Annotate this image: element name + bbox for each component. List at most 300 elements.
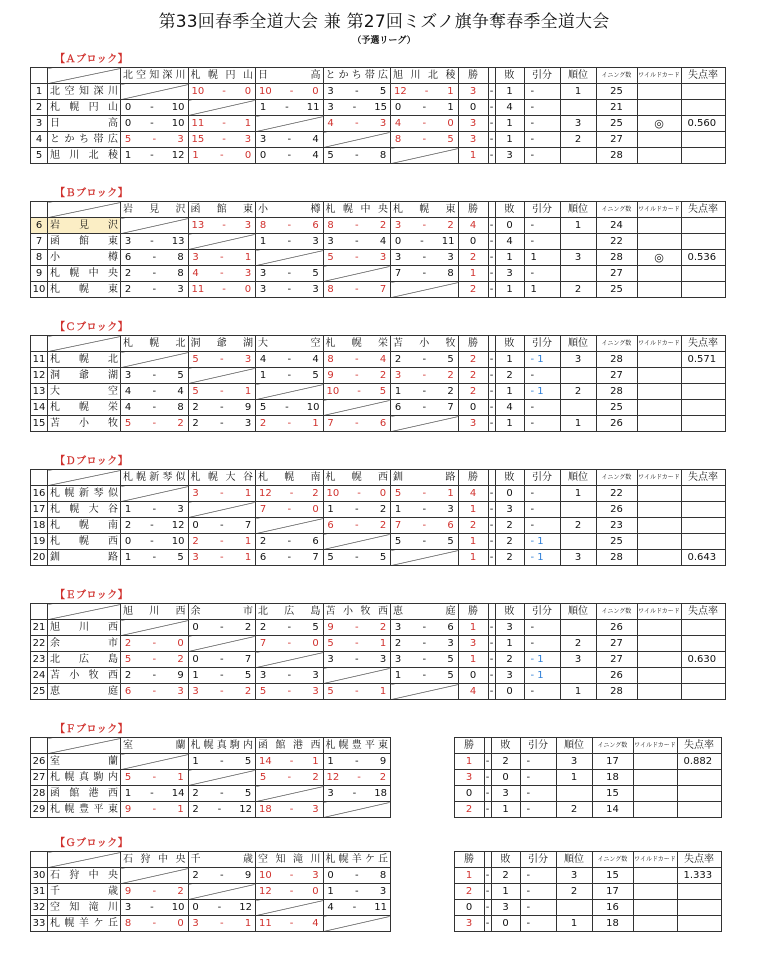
- wins: 1: [458, 148, 488, 164]
- score-pair: [256, 368, 323, 383]
- header-loss: 敗: [495, 68, 524, 84]
- score-dash: -: [222, 86, 226, 97]
- losses: 3: [491, 900, 520, 916]
- match-score: [121, 802, 189, 818]
- self-match-cell: [256, 518, 324, 534]
- score-pair: [121, 652, 188, 667]
- runs-against: 8: [177, 402, 184, 413]
- block-label: 【Ｅブロック】: [55, 590, 129, 601]
- header-team-name: とかち帯広: [323, 68, 391, 84]
- league-table: [30, 851, 722, 932]
- score-pair: [391, 620, 458, 635]
- score-pair: [391, 486, 458, 501]
- self-match-cell: [256, 384, 324, 400]
- team-name: 北空知深川: [48, 84, 121, 100]
- header-corner-cell: [48, 852, 121, 868]
- draws: -: [520, 900, 556, 916]
- score-pair: [324, 100, 391, 115]
- team-number: 1: [31, 84, 48, 100]
- innings: 22: [596, 486, 637, 502]
- self-match-cell: [256, 900, 324, 916]
- team-row: [31, 754, 722, 770]
- score-pair: [189, 668, 256, 683]
- match-score: [323, 770, 391, 786]
- score-dash: -: [152, 886, 157, 897]
- header-corner-cell: [48, 336, 121, 352]
- runs-for: 3: [327, 102, 334, 113]
- score-pair: [391, 502, 458, 517]
- runs-for: 0: [192, 520, 199, 531]
- self-match-cell: [188, 100, 256, 116]
- runs-for: 1: [259, 370, 267, 381]
- header-innings: イニング数: [596, 202, 637, 218]
- win-loss-dash: -: [484, 868, 491, 884]
- wildcard-mark: [633, 770, 677, 786]
- run-rate: [681, 266, 725, 282]
- runs-for: 10: [191, 86, 205, 97]
- wins: 4: [458, 684, 488, 700]
- innings: 14: [592, 802, 633, 818]
- runs-against: 11: [441, 236, 455, 247]
- runs-against: 10: [171, 118, 185, 129]
- score-dash: -: [289, 86, 294, 97]
- header-win: 勝: [458, 336, 488, 352]
- rank: 3: [560, 116, 596, 132]
- runs-against: 6: [447, 520, 454, 531]
- team-row: [31, 486, 726, 502]
- team-number: 16: [31, 486, 48, 502]
- header-rank: 順位: [560, 202, 596, 218]
- match-score: [121, 636, 189, 652]
- runs-against: 1: [379, 638, 387, 649]
- runs-for: 5: [394, 488, 402, 499]
- match-score: [391, 620, 459, 636]
- win-loss-dash: -: [488, 282, 495, 298]
- score-dash: -: [285, 402, 289, 413]
- team-name: 小樽: [48, 250, 121, 266]
- runs-against: 8: [379, 150, 387, 161]
- match-score: [391, 116, 459, 132]
- runs-against: 7: [244, 520, 252, 531]
- match-score: [121, 100, 189, 116]
- team-number: 32: [31, 900, 48, 916]
- score-dash: -: [357, 488, 361, 499]
- runs-for: 6: [124, 686, 132, 697]
- runs-against: 7: [447, 402, 454, 413]
- wildcard-mark: [637, 518, 681, 534]
- innings: 18: [592, 770, 633, 786]
- match-score: [323, 900, 391, 916]
- rank: [556, 786, 592, 802]
- wins: 2: [454, 802, 484, 818]
- header-team-name: 函館港西: [256, 738, 324, 754]
- rank: 1: [560, 84, 596, 100]
- wildcard-mark: [637, 368, 681, 384]
- score-dash: -: [150, 520, 154, 531]
- header-corner-cell: [48, 470, 121, 486]
- wildcard-mark: [637, 668, 681, 684]
- run-rate: [681, 368, 725, 384]
- wildcard-mark: [637, 636, 681, 652]
- runs-against: 10: [306, 402, 320, 413]
- draws: -: [524, 416, 560, 432]
- runs-for: 12: [394, 86, 407, 97]
- score-dash: -: [152, 772, 157, 783]
- win-loss-dash: -: [488, 368, 495, 384]
- score-pair: [189, 384, 256, 399]
- runs-against: 3: [312, 284, 319, 295]
- draws: -: [524, 100, 560, 116]
- score-pair: [121, 266, 188, 281]
- team-name: 札幌新琴似: [48, 486, 121, 502]
- self-match-cell: [121, 754, 189, 770]
- score-pair: [121, 518, 188, 533]
- innings: 25: [596, 84, 637, 100]
- run-rate: [677, 770, 721, 786]
- header-loss: 敗: [491, 738, 520, 754]
- match-score: [121, 266, 189, 282]
- losses: 1: [495, 636, 524, 652]
- score-dash: -: [219, 418, 224, 429]
- runs-against: 3: [177, 134, 184, 145]
- block-label: 【Ｄブロック】: [55, 456, 129, 467]
- header-team-name: 洞爺湖: [188, 336, 256, 352]
- run-rate: [681, 684, 725, 700]
- match-score: [121, 652, 189, 668]
- score-dash: -: [152, 418, 157, 429]
- runs-for: 5: [192, 354, 199, 365]
- wins: 1: [458, 550, 488, 566]
- win-loss-dash: -: [488, 684, 495, 700]
- score-pair: [256, 802, 323, 817]
- match-score: [391, 534, 459, 550]
- self-match-cell: [188, 636, 256, 652]
- runs-for: 8: [327, 354, 334, 365]
- header-rate: 失点率: [677, 852, 721, 868]
- match-score: [391, 400, 459, 416]
- run-rate: 0.882: [677, 754, 721, 770]
- score-dash: -: [219, 354, 224, 365]
- block-label: 【Ａブロック】: [55, 54, 129, 65]
- score-pair: [189, 250, 256, 265]
- header-loss: 敗: [495, 336, 524, 352]
- score-dash: -: [354, 654, 359, 665]
- header-team-name: 日高: [256, 68, 324, 84]
- win-loss-dash: -: [488, 502, 495, 518]
- league-table: [30, 737, 722, 818]
- header-team-name: 札幌中央: [323, 202, 391, 218]
- header-wildcard: ワイルドカード: [633, 852, 677, 868]
- team-row: [31, 132, 726, 148]
- match-score: [323, 518, 391, 534]
- runs-against: 3: [177, 284, 184, 295]
- match-score: [188, 132, 256, 148]
- score-pair: [189, 132, 256, 147]
- runs-for: 5: [259, 402, 267, 413]
- header-team-name: 千歳: [188, 852, 256, 868]
- runs-for: 2: [124, 670, 132, 681]
- match-score: [391, 234, 459, 250]
- runs-against: 3: [244, 418, 252, 429]
- team-row: [31, 368, 726, 384]
- score-pair: [391, 116, 458, 131]
- match-score: [256, 550, 324, 566]
- score-dash: -: [287, 150, 292, 161]
- score-dash: -: [424, 86, 429, 97]
- header-loss: 敗: [495, 202, 524, 218]
- header-win: 勝: [458, 202, 488, 218]
- runs-for: 11: [259, 918, 272, 929]
- runs-for: 10: [326, 488, 340, 499]
- match-score: [323, 786, 391, 802]
- team-number: 12: [31, 368, 48, 384]
- runs-for: 2: [259, 622, 267, 633]
- score-pair: [189, 266, 256, 281]
- header-no-cell: [31, 68, 48, 84]
- score-dash: -: [354, 504, 359, 515]
- team-number: 26: [31, 754, 48, 770]
- runs-against: 5: [244, 756, 252, 767]
- innings: 26: [596, 416, 637, 432]
- header-win: 勝: [458, 68, 488, 84]
- gap-cell: [391, 802, 455, 818]
- runs-against: 5: [447, 354, 454, 365]
- score-dash: -: [422, 402, 427, 413]
- self-match-cell: [323, 916, 391, 932]
- team-number: 29: [31, 802, 48, 818]
- match-score: [256, 132, 324, 148]
- header-draw: 引分: [524, 202, 560, 218]
- runs-for: 15: [191, 134, 205, 145]
- score-pair: [121, 884, 188, 899]
- match-score: [391, 100, 459, 116]
- match-score: [188, 84, 256, 100]
- runs-against: 2: [312, 772, 319, 783]
- header-draw: 引分: [524, 604, 560, 620]
- score-pair: [189, 400, 256, 415]
- team-number: 8: [31, 250, 48, 266]
- match-score: [256, 636, 324, 652]
- team-row: [31, 668, 726, 684]
- match-score: [121, 400, 189, 416]
- runs-against: 3: [379, 886, 387, 897]
- runs-for: 1: [259, 236, 267, 247]
- score-pair: [256, 218, 323, 233]
- match-score: [256, 534, 324, 550]
- runs-against: 10: [171, 102, 185, 113]
- runs-against: 0: [379, 488, 387, 499]
- wins: 2: [458, 368, 488, 384]
- header-team-name: 苫小牧西: [323, 604, 391, 620]
- runs-against: 7: [379, 284, 387, 295]
- draws: -: [524, 620, 560, 636]
- innings: 28: [596, 684, 637, 700]
- runs-against: 9: [244, 870, 252, 881]
- score-dash: -: [287, 552, 292, 563]
- losses: 3: [495, 148, 524, 164]
- wins: 3: [458, 636, 488, 652]
- runs-for: 2: [192, 536, 199, 547]
- header-row: [31, 604, 726, 620]
- draws: -: [524, 518, 560, 534]
- header-team-name: 札幌円山: [188, 68, 256, 84]
- team-name: 札幌東: [48, 282, 121, 298]
- wins: 3: [458, 116, 488, 132]
- match-score: [188, 754, 256, 770]
- match-score: [323, 684, 391, 700]
- win-loss-dash: -: [488, 620, 495, 636]
- score-pair: [256, 502, 323, 517]
- runs-for: 7: [394, 520, 402, 531]
- rank: 2: [560, 384, 596, 400]
- header-team-name: 札幌北: [121, 336, 189, 352]
- score-dash: -: [354, 150, 359, 161]
- match-score: [323, 218, 391, 234]
- win-loss-dash: -: [488, 250, 495, 266]
- run-rate: [677, 900, 721, 916]
- runs-against: 1: [379, 686, 387, 697]
- runs-against: 5: [312, 622, 319, 633]
- team-name: 札幌真駒内: [48, 770, 121, 786]
- score-pair: [256, 132, 323, 147]
- runs-against: 2: [379, 370, 387, 381]
- runs-for: 4: [394, 118, 402, 129]
- losses: 2: [495, 368, 524, 384]
- rank: 2: [556, 884, 592, 900]
- runs-against: 2: [177, 418, 184, 429]
- runs-for: 3: [124, 370, 132, 381]
- wins: 3: [458, 84, 488, 100]
- self-match-cell: [121, 620, 189, 636]
- runs-for: 2: [192, 804, 199, 815]
- runs-for: 1: [124, 788, 132, 799]
- draws: - 1: [524, 534, 560, 550]
- runs-for: 3: [327, 86, 334, 97]
- runs-against: 11: [374, 902, 387, 913]
- wildcard-mark: [637, 352, 681, 368]
- wins: 4: [458, 218, 488, 234]
- league-table: [30, 335, 726, 432]
- match-score: [323, 100, 391, 116]
- runs-for: 1: [394, 504, 402, 515]
- losses: 1: [491, 802, 520, 818]
- losses: 2: [491, 754, 520, 770]
- score-dash: -: [152, 552, 157, 563]
- wildcard-mark: [637, 534, 681, 550]
- match-score: [188, 684, 256, 700]
- run-rate: [681, 234, 725, 250]
- match-score: [323, 84, 391, 100]
- runs-for: 5: [394, 536, 402, 547]
- header-no-cell: [31, 470, 48, 486]
- run-rate: 0.571: [681, 352, 725, 368]
- header-corner-cell: [48, 604, 121, 620]
- runs-for: 12: [259, 886, 272, 897]
- runs-against: 12: [171, 150, 185, 161]
- draws: - 1: [524, 550, 560, 566]
- draws: -: [520, 786, 556, 802]
- score-pair: [121, 132, 188, 147]
- win-loss-dash: -: [488, 416, 495, 432]
- win-loss-dash: -: [488, 636, 495, 652]
- runs-for: 3: [192, 686, 199, 697]
- runs-for: 1: [124, 504, 132, 515]
- score-pair: [324, 518, 391, 533]
- runs-against: 3: [244, 268, 252, 279]
- innings: 18: [592, 916, 633, 932]
- team-name: 札幌豊平東: [48, 802, 121, 818]
- score-dash: -: [222, 220, 226, 231]
- draws: -: [524, 218, 560, 234]
- runs-for: 3: [192, 488, 199, 499]
- score-dash: -: [422, 220, 427, 231]
- run-rate: [681, 502, 725, 518]
- team-row: [31, 534, 726, 550]
- score-pair: [121, 416, 188, 431]
- wildcard-mark: [637, 218, 681, 234]
- runs-for: 6: [124, 252, 132, 263]
- score-pair: [189, 218, 256, 233]
- score-pair: [324, 486, 391, 501]
- header-row: [31, 202, 726, 218]
- self-match-cell: [121, 486, 189, 502]
- header-team-name: 空知滝川: [256, 852, 324, 868]
- run-rate: [677, 916, 721, 932]
- runs-against: 1: [447, 488, 454, 499]
- header-win: 勝: [458, 604, 488, 620]
- score-dash: -: [352, 788, 357, 799]
- win-loss-dash: -: [488, 100, 495, 116]
- team-name: 恵庭: [48, 684, 121, 700]
- score-pair: [189, 684, 256, 699]
- win-loss-dash: -: [488, 218, 495, 234]
- score-dash: -: [422, 370, 427, 381]
- run-rate: [681, 100, 725, 116]
- innings: 28: [596, 384, 637, 400]
- team-number: 17: [31, 502, 48, 518]
- team-name: 苫小牧西: [48, 668, 121, 684]
- runs-for: 3: [259, 268, 267, 279]
- run-rate: 0.560: [681, 116, 725, 132]
- match-score: [188, 786, 256, 802]
- runs-for: 1: [192, 670, 199, 681]
- score-dash: -: [150, 788, 154, 799]
- header-sep: [488, 336, 495, 352]
- header-row: [31, 470, 726, 486]
- score-pair: [324, 282, 391, 297]
- runs-for: 5: [124, 134, 132, 145]
- header-rate: 失点率: [681, 604, 725, 620]
- score-dash: -: [354, 870, 359, 881]
- self-match-cell: [188, 502, 256, 518]
- header-draw: 引分: [520, 738, 556, 754]
- header-team-name: 苫小牧: [391, 336, 459, 352]
- score-dash: -: [287, 354, 292, 365]
- team-row: [31, 786, 722, 802]
- win-loss-dash: -: [488, 400, 495, 416]
- score-dash: -: [287, 220, 292, 231]
- runs-against: 5: [447, 536, 454, 547]
- score-dash: -: [152, 370, 157, 381]
- match-score: [256, 770, 324, 786]
- match-score: [256, 620, 324, 636]
- team-name: 旭川西: [48, 620, 121, 636]
- score-dash: -: [354, 236, 359, 247]
- match-score: [323, 486, 391, 502]
- win-loss-dash: -: [488, 384, 495, 400]
- header-no-cell: [31, 604, 48, 620]
- score-dash: -: [422, 118, 427, 129]
